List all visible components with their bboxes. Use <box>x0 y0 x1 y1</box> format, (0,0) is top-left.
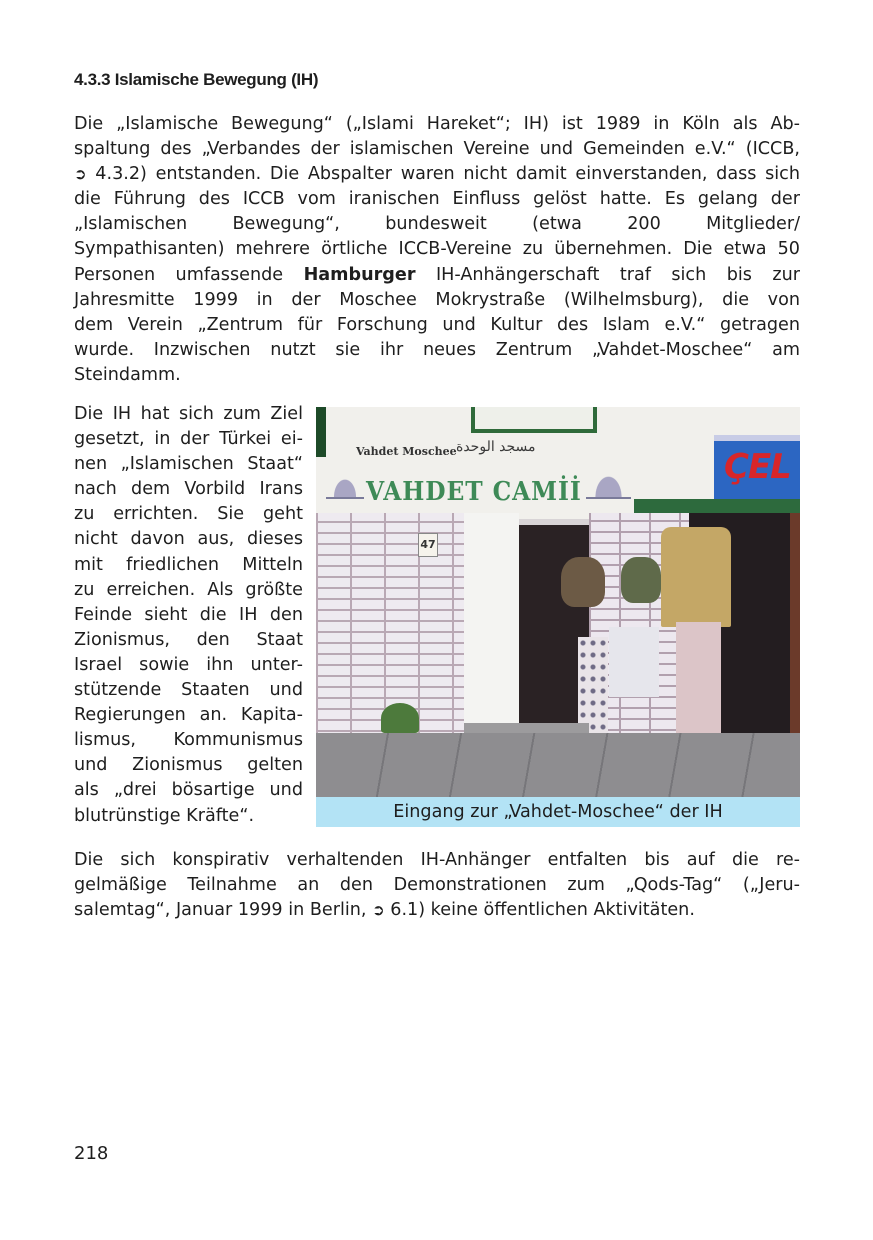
text-line: als „drei bösartige und <box>74 780 303 801</box>
cross-reference-arrow-icon: ➲ <box>74 165 87 184</box>
text-fragment: 6.1) keine öffentlichen Aktivitäten. <box>390 900 695 921</box>
mosque-entrance-photo <box>316 407 800 797</box>
text-line: blutrünstige Kräfte“. <box>74 805 255 826</box>
emphasis-hamburger: Hamburger <box>303 264 416 285</box>
text-line: Regierungen an. Kapita- <box>74 705 303 726</box>
text-line: gesetzt, in der Türkei ei- <box>74 429 303 450</box>
hanging-tshirt <box>609 627 659 697</box>
text-line: Jahresmitte 1999 in der Moschee Mokrystraße (Wilhelmsburg), die von <box>74 289 800 310</box>
green-pillar <box>316 407 326 457</box>
text-line: dem Verein „Zentrum für Forschung und Kultur des Islam e.V.“ getragen <box>74 314 800 335</box>
text-line: und Zionismus gelten <box>74 755 303 776</box>
text-line: Die IH hat sich zum Ziel <box>74 404 303 424</box>
paragraph-activities <box>74 848 800 923</box>
shop-sign <box>714 435 800 505</box>
mosque-silhouette-icon <box>326 467 364 499</box>
text-fragment: salemtag“, Januar 1999 in Berlin, <box>74 900 367 921</box>
shop-sign-text: ÇEL <box>724 447 791 487</box>
text-line: Die „Islamische Bewegung“ („Islami Hareket“; IH) ist 1989 in Köln als Ab- <box>74 114 800 134</box>
window-frame <box>471 407 597 433</box>
mosque-silhouette-icon <box>586 462 631 499</box>
hanging-shirt <box>661 527 731 627</box>
text-line: nach dem Vorbild Irans <box>74 479 303 500</box>
hanging-bag <box>561 557 605 607</box>
text-line: die Führung des ICCB vom iranischen Einfluss gelöst hatte. Es gelang der <box>74 189 800 210</box>
text-line <box>74 162 800 187</box>
text-fragment: IH-Anhängerschaft traf sich bis zur <box>435 264 800 285</box>
text-line: Zionismus, den Staat <box>74 629 303 650</box>
text-line: „Islamischen Bewegung“, bundesweit (etwa 200 Mitglieder/ <box>74 214 800 235</box>
green-awning <box>634 499 800 513</box>
mosque-entrance-figure <box>316 407 800 827</box>
main-sign-text: VAHDET CAMİİ <box>366 477 582 507</box>
text-line: zu errichten. Sie geht <box>74 504 303 525</box>
text-line: wurde. Inzwischen nutzt sie ihr neues Zentrum „Vahdet-Moschee“ am <box>74 339 800 360</box>
cross-reference-arrow-icon: ➲ <box>372 901 385 920</box>
text-fragment: 4.3.2) entstanden. Die Abspalter waren nicht damit einverstanden, dass sich <box>95 164 800 185</box>
text-line: Sympathisanten) mehrere örtliche ICCB-Vereine zu übernehmen. Die etwa 50 <box>74 239 800 260</box>
pavement <box>316 733 800 797</box>
small-sign-text: Vahdet Moschee <box>356 445 457 458</box>
figure-caption: Eingang zur „Vahdet-Moschee“ der IH <box>316 797 800 827</box>
text-line: Die sich konspirativ verhaltenden IH-Anhänger entfalten bis auf die re- <box>74 850 800 870</box>
text-line: Steindamm. <box>74 364 181 385</box>
section-heading: 4.3.3 Islamische Bewegung (IH) <box>74 70 319 89</box>
hanging-fabric <box>578 637 608 737</box>
text-line: lismus, Kommunismus <box>74 730 303 751</box>
text-line: Israel sowie ihn unter- <box>74 654 303 675</box>
text-line: zu erreichen. Als größte <box>74 579 303 600</box>
page-number: 218 <box>74 1143 109 1164</box>
text-fragment: Personen umfassende <box>74 264 304 285</box>
plant <box>381 703 419 733</box>
text-line: nen „Islamischen Staat“ <box>74 454 303 475</box>
hanging-bag <box>621 557 661 603</box>
paragraph-goals <box>74 402 303 829</box>
text-line: nicht davon aus, dieses <box>74 529 303 550</box>
text-line <box>74 898 800 923</box>
house-number-plate: 47 <box>418 533 438 557</box>
entrance-wall <box>464 513 519 733</box>
text-line: stützende Staaten und <box>74 680 303 701</box>
text-line: gelmäßige Teilnahme an den Demonstrationen zum „Qods-Tag“ („Jeru- <box>74 875 800 896</box>
shop-doorframe <box>790 513 800 753</box>
text-line: Feinde sieht die IH den <box>74 604 303 625</box>
arabic-sign-text: مسجد الوحدة <box>456 439 536 455</box>
text-line <box>74 263 800 288</box>
text-line: mit friedlichen Mitteln <box>74 554 303 575</box>
text-line: spaltung des „Verbandes der islamischen Vereine und Gemeinden e.V.“ (ICCB, <box>74 139 800 160</box>
paragraph-intro <box>74 112 800 388</box>
